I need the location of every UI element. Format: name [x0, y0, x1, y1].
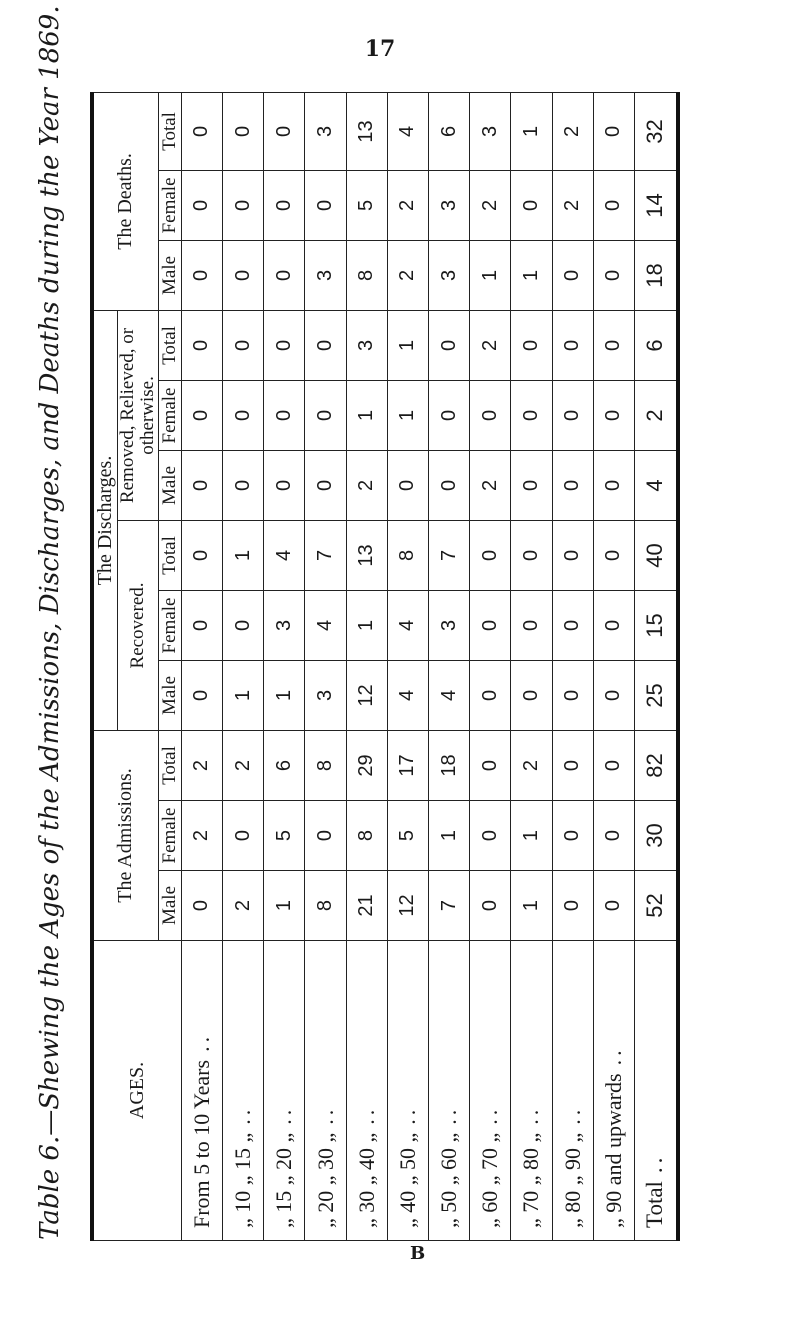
rec-female-cell: 0: [470, 590, 511, 660]
rec-total-cell: 8: [387, 520, 428, 590]
rem-female-cell: 0: [470, 380, 511, 450]
rec-male-cell: 0: [181, 660, 222, 730]
rem-male-cell: 2: [470, 450, 511, 520]
age-range-cell: [511, 941, 552, 1241]
rem-total-cell: 0: [264, 310, 305, 380]
total-rec-total-cell: 40: [634, 520, 678, 590]
leader-dots: ..: [188, 1032, 214, 1052]
total-label: Total: [642, 1181, 668, 1228]
dth-total-cell: 0: [223, 92, 264, 170]
rec-male-cell: 0: [552, 660, 593, 730]
dth-total-cell: 3: [305, 92, 346, 170]
adm-female-cell: 0: [305, 801, 346, 871]
table-container: [90, 93, 680, 1241]
age-range-cell: [593, 941, 634, 1241]
leader-dots: ..: [271, 1105, 297, 1125]
table-row: [181, 92, 222, 1240]
age-range-cell: [552, 941, 593, 1241]
leader-dots: ..: [230, 1105, 256, 1125]
dth-female-header: Female: [158, 170, 181, 240]
adm-female-cell: 2: [181, 801, 222, 871]
adm-female-cell: 0: [552, 801, 593, 871]
dth-female-cell: 0: [223, 170, 264, 240]
rem-male-cell: 0: [264, 450, 305, 520]
dth-female-cell: 0: [305, 170, 346, 240]
leader-dots: ..: [518, 1105, 544, 1125]
rec-male-cell: 0: [470, 660, 511, 730]
rec-male-cell: 1: [223, 660, 264, 730]
rem-female-cell: 0: [429, 380, 470, 450]
rec-total-cell: 7: [429, 520, 470, 590]
rec-male-cell: 4: [429, 660, 470, 730]
dth-female-cell: 0: [593, 170, 634, 240]
age-range-label: From 5 to 10 Years: [188, 1059, 214, 1228]
table-row: [429, 92, 470, 1240]
dth-male-cell: 0: [593, 240, 634, 310]
rem-total-cell: 0: [593, 310, 634, 380]
table-title: Table 6.—Shewing the Ages of the Admissions, Discharges, and Deaths during the Year 1869.: [35, 5, 65, 1240]
dth-male-cell: 3: [305, 240, 346, 310]
total-row: [634, 92, 678, 1240]
adm-total-cell: 0: [593, 730, 634, 800]
adm-male-cell: 2: [223, 871, 264, 941]
adm-total-cell: 0: [552, 730, 593, 800]
dth-total-cell: 6: [429, 92, 470, 170]
dth-female-cell: 2: [387, 170, 428, 240]
age-range-label: „ 90 and upwards: [600, 1073, 626, 1228]
rem-male-cell: 0: [223, 450, 264, 520]
dth-total-cell: 3: [470, 92, 511, 170]
dth-female-cell: 5: [346, 170, 387, 240]
rem-female-cell: 0: [511, 380, 552, 450]
dth-total-cell: 0: [181, 92, 222, 170]
adm-male-cell: 21: [346, 871, 387, 941]
leader-dots: ..: [559, 1105, 585, 1125]
total-dots: ..: [642, 1153, 668, 1174]
table-row: [552, 92, 593, 1240]
rec-female-cell: 0: [552, 590, 593, 660]
age-range-cell: [305, 941, 346, 1241]
dth-male-cell: 8: [346, 240, 387, 310]
rem-male-cell: 0: [305, 450, 346, 520]
age-range-label: „ 15 „ 20 „: [271, 1132, 297, 1228]
total-rec-female-cell: 15: [634, 590, 678, 660]
adm-male-cell: 0: [593, 871, 634, 941]
adm-female-cell: 5: [264, 801, 305, 871]
rec-total-cell: 7: [305, 520, 346, 590]
leader-dots: ..: [353, 1105, 379, 1125]
rec-female-cell: 3: [264, 590, 305, 660]
table-row: [305, 92, 346, 1240]
adm-male-header: Male: [158, 871, 181, 941]
leader-dots: ..: [477, 1105, 503, 1125]
total-adm-total-cell: 82: [634, 730, 678, 800]
adm-male-cell: 7: [429, 871, 470, 941]
adm-female-cell: 0: [593, 801, 634, 871]
age-range-cell: [181, 941, 222, 1241]
rem-total-cell: 0: [223, 310, 264, 380]
total-rec-male-cell: 25: [634, 660, 678, 730]
adm-female-cell: 1: [429, 801, 470, 871]
age-range-cell: [264, 941, 305, 1241]
adm-total-header: Total: [158, 730, 181, 800]
rem-female-cell: 0: [552, 380, 593, 450]
adm-female-cell: 1: [511, 801, 552, 871]
rem-female-cell: 0: [264, 380, 305, 450]
rec-total-cell: 0: [511, 520, 552, 590]
age-range-label: „ 50 „ 60 „: [436, 1132, 462, 1228]
adm-total-cell: 2: [223, 730, 264, 800]
rem-total-cell: 3: [346, 310, 387, 380]
adm-total-cell: 17: [387, 730, 428, 800]
rem-total-cell: 0: [305, 310, 346, 380]
dth-male-cell: 0: [181, 240, 222, 310]
adm-total-cell: 29: [346, 730, 387, 800]
age-range-label: „ 60 „ 70 „: [477, 1132, 503, 1228]
rec-female-cell: 4: [387, 590, 428, 660]
rec-female-header: Female: [158, 590, 181, 660]
age-range-cell: [470, 941, 511, 1241]
rec-female-cell: 3: [429, 590, 470, 660]
dth-female-cell: 0: [511, 170, 552, 240]
dth-male-cell: 0: [223, 240, 264, 310]
dth-male-cell: 3: [429, 240, 470, 310]
age-range-cell: [346, 941, 387, 1241]
dth-male-cell: 2: [387, 240, 428, 310]
rec-total-cell: 0: [593, 520, 634, 590]
dth-female-cell: 2: [552, 170, 593, 240]
dth-male-header: Male: [158, 240, 181, 310]
rec-total-cell: 0: [552, 520, 593, 590]
adm-total-cell: 8: [305, 730, 346, 800]
rem-total-cell: 0: [552, 310, 593, 380]
rec-male-cell: 0: [593, 660, 634, 730]
total-rem-total-cell: 6: [634, 310, 678, 380]
total-dth-female-cell: 14: [634, 170, 678, 240]
rem-male-cell: 0: [429, 450, 470, 520]
rem-female-cell: 0: [305, 380, 346, 450]
age-range-cell: [223, 941, 264, 1241]
total-adm-male-cell: 52: [634, 871, 678, 941]
rec-male-header: Male: [158, 660, 181, 730]
total-adm-female-cell: 30: [634, 801, 678, 871]
dth-total-cell: 0: [264, 92, 305, 170]
rem-female-cell: 0: [223, 380, 264, 450]
leader-dots: ..: [312, 1105, 338, 1125]
age-range-label: „ 20 „ 30 „: [312, 1132, 338, 1228]
adm-male-cell: 0: [470, 871, 511, 941]
rem-total-cell: 0: [429, 310, 470, 380]
rem-female-cell: 1: [346, 380, 387, 450]
removed-header: Removed, Relieved, or otherwise.: [118, 310, 159, 520]
deaths-header: The Deaths.: [92, 92, 158, 310]
table-body: [181, 92, 678, 1240]
rec-total-cell: 0: [470, 520, 511, 590]
discharges-header: The Discharges.: [92, 310, 118, 730]
rec-female-cell: 0: [223, 590, 264, 660]
rec-male-cell: 12: [346, 660, 387, 730]
total-dth-total-cell: 32: [634, 92, 678, 170]
ages-table: [90, 92, 680, 1241]
rem-total-header: Total: [158, 310, 181, 380]
adm-total-cell: 2: [511, 730, 552, 800]
rem-male-cell: 0: [593, 450, 634, 520]
total-dth-male-cell: 18: [634, 240, 678, 310]
dth-total-cell: 0: [593, 92, 634, 170]
rec-male-cell: 1: [264, 660, 305, 730]
adm-total-cell: 2: [181, 730, 222, 800]
rec-female-cell: 0: [593, 590, 634, 660]
age-range-label: „ 40 „ 50 „: [394, 1132, 420, 1228]
page-number: 17: [364, 36, 396, 62]
rem-female-header: Female: [158, 380, 181, 450]
adm-total-cell: 18: [429, 730, 470, 800]
rec-male-cell: 0: [511, 660, 552, 730]
adm-total-cell: 0: [470, 730, 511, 800]
adm-male-cell: 12: [387, 871, 428, 941]
admissions-header: The Admissions.: [92, 730, 158, 940]
rem-total-cell: 0: [181, 310, 222, 380]
dth-total-cell: 13: [346, 92, 387, 170]
age-range-cell: [429, 941, 470, 1241]
rec-total-header: Total: [158, 520, 181, 590]
dth-total-cell: 4: [387, 92, 428, 170]
dth-male-cell: 0: [552, 240, 593, 310]
signature-mark: B: [410, 1243, 426, 1264]
rem-male-cell: 0: [387, 450, 428, 520]
rec-male-cell: 4: [387, 660, 428, 730]
adm-total-cell: 6: [264, 730, 305, 800]
adm-female-cell: 5: [387, 801, 428, 871]
rec-female-cell: 0: [181, 590, 222, 660]
age-range-label: „ 10 „ 15 „: [230, 1132, 256, 1228]
rem-male-cell: 0: [511, 450, 552, 520]
table-row: [593, 92, 634, 1240]
dth-female-cell: 0: [264, 170, 305, 240]
table-row: [387, 92, 428, 1240]
rec-total-cell: 4: [264, 520, 305, 590]
rem-male-cell: 0: [552, 450, 593, 520]
dth-female-cell: 3: [429, 170, 470, 240]
adm-female-header: Female: [158, 801, 181, 871]
dth-total-cell: 2: [552, 92, 593, 170]
age-range-label: „ 70 „ 80 „: [518, 1132, 544, 1228]
dth-male-cell: 1: [470, 240, 511, 310]
ages-header: AGES.: [92, 941, 181, 1241]
leader-dots: ..: [436, 1105, 462, 1125]
table-row: [264, 92, 305, 1240]
rem-total-cell: 1: [387, 310, 428, 380]
rem-male-header: Male: [158, 450, 181, 520]
table-row: [223, 92, 264, 1240]
total-rem-female-cell: 2: [634, 380, 678, 450]
rec-male-cell: 3: [305, 660, 346, 730]
recovered-header: Recovered.: [118, 520, 159, 730]
adm-male-cell: 1: [264, 871, 305, 941]
rem-total-cell: 0: [511, 310, 552, 380]
age-range-label: „ 80 „ 90 „: [559, 1132, 585, 1228]
rem-total-cell: 2: [470, 310, 511, 380]
dth-male-cell: 1: [511, 240, 552, 310]
age-range-label: „ 30 „ 40 „: [353, 1132, 379, 1228]
rec-total-cell: 0: [181, 520, 222, 590]
dth-female-cell: 0: [181, 170, 222, 240]
adm-male-cell: 0: [181, 871, 222, 941]
dth-male-cell: 0: [264, 240, 305, 310]
adm-female-cell: 0: [470, 801, 511, 871]
adm-female-cell: 8: [346, 801, 387, 871]
dth-female-cell: 2: [470, 170, 511, 240]
rec-female-cell: 0: [511, 590, 552, 660]
table-row: [470, 92, 511, 1240]
rec-female-cell: 4: [305, 590, 346, 660]
adm-male-cell: 0: [552, 871, 593, 941]
rec-total-cell: 1: [223, 520, 264, 590]
leader-dots: ..: [600, 1046, 626, 1066]
table-row: [511, 92, 552, 1240]
dth-total-cell: 1: [511, 92, 552, 170]
age-range-cell: [387, 941, 428, 1241]
table-row: [346, 92, 387, 1240]
rem-male-cell: 2: [346, 450, 387, 520]
adm-female-cell: 0: [223, 801, 264, 871]
adm-male-cell: 1: [511, 871, 552, 941]
rem-female-cell: 1: [387, 380, 428, 450]
leader-dots: ..: [394, 1105, 420, 1125]
rec-total-cell: 13: [346, 520, 387, 590]
rec-female-cell: 1: [346, 590, 387, 660]
dth-total-header: Total: [158, 92, 181, 170]
total-label-cell: [634, 941, 678, 1241]
rem-male-cell: 0: [181, 450, 222, 520]
total-rem-male-cell: 4: [634, 450, 678, 520]
rem-female-cell: 0: [181, 380, 222, 450]
rem-female-cell: 0: [593, 380, 634, 450]
adm-male-cell: 8: [305, 871, 346, 941]
